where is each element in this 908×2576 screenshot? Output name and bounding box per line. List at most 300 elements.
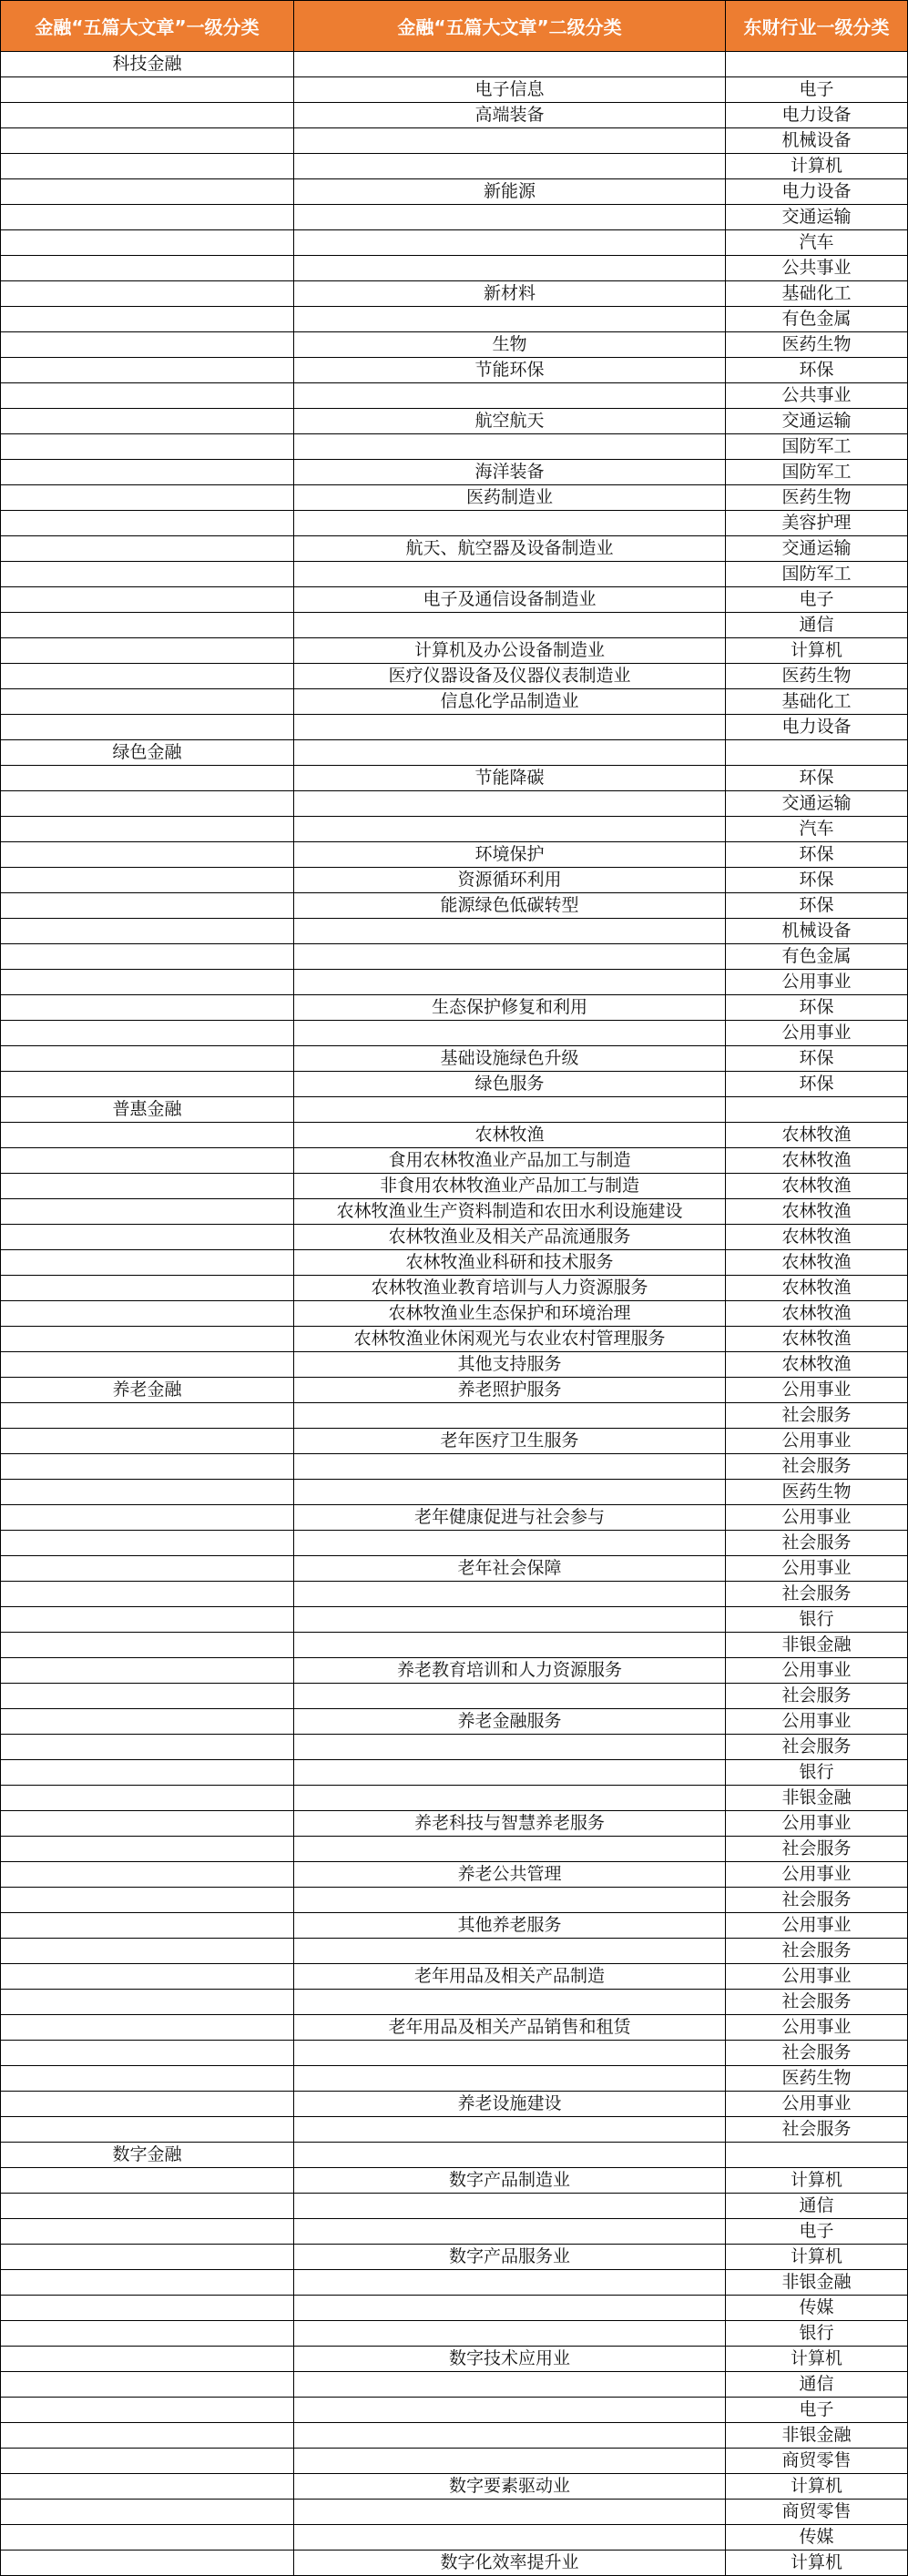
industry-cell: 公用事业	[726, 2015, 908, 2041]
table-row	[1, 1964, 908, 1990]
level2-cell: 计算机及办公设备制造业	[294, 638, 726, 664]
level1-cell	[1, 1709, 294, 1735]
table-row	[1, 52, 908, 77]
industry-cell: 环保	[726, 1046, 908, 1072]
industry-cell: 公用事业	[726, 1378, 908, 1403]
level2-cell: 食用农林牧渔业产品加工与制造	[294, 1148, 726, 1174]
table-row	[1, 842, 908, 868]
industry-cell: 交通运输	[726, 205, 908, 230]
level2-cell	[294, 919, 726, 944]
table-row	[1, 2117, 908, 2143]
table-row	[1, 1454, 908, 1480]
level1-cell	[1, 2066, 294, 2092]
industry-cell: 农林牧渔	[726, 1327, 908, 1352]
table-row	[1, 587, 908, 613]
level2-cell	[294, 2525, 726, 2551]
level2-cell: 节能降碳	[294, 766, 726, 791]
level2-cell	[294, 256, 726, 281]
table-row	[1, 1837, 908, 1862]
industry-cell: 非银金融	[726, 2270, 908, 2296]
level1-cell	[1, 332, 294, 358]
level2-cell	[294, 2449, 726, 2474]
level1-cell: 绿色金融	[1, 740, 294, 766]
level1-cell	[1, 1964, 294, 1990]
industry-cell: 公用事业	[726, 1862, 908, 1888]
table-row	[1, 995, 908, 1021]
level2-cell: 老年用品及相关产品制造	[294, 1964, 726, 1990]
level2-cell	[294, 715, 726, 740]
level2-cell	[294, 1021, 726, 1046]
level2-cell	[294, 2066, 726, 2092]
industry-cell: 通信	[726, 613, 908, 638]
table-row	[1, 2347, 908, 2372]
industry-cell: 公用事业	[726, 1913, 908, 1939]
industry-cell: 社会服务	[726, 1837, 908, 1862]
table-row	[1, 154, 908, 179]
table-row	[1, 1276, 908, 1301]
industry-cell	[726, 1097, 908, 1123]
level2-cell	[294, 1582, 726, 1607]
level1-cell	[1, 409, 294, 434]
industry-cell: 农林牧渔	[726, 1352, 908, 1378]
industry-cell: 医药生物	[726, 332, 908, 358]
level1-cell: 科技金融	[1, 52, 294, 77]
level2-cell: 农林牧渔业生态保护和环境治理	[294, 1301, 726, 1327]
level2-cell: 养老设施建设	[294, 2092, 726, 2117]
industry-cell	[726, 740, 908, 766]
industry-cell: 电子	[726, 2219, 908, 2245]
table-row	[1, 1582, 908, 1607]
level1-cell	[1, 256, 294, 281]
level2-cell: 生态保护修复和利用	[294, 995, 726, 1021]
level2-cell	[294, 970, 726, 995]
table-row	[1, 307, 908, 332]
level1-cell	[1, 893, 294, 919]
table-row	[1, 1097, 908, 1123]
industry-cell: 农林牧渔	[726, 1148, 908, 1174]
level2-cell	[294, 1531, 726, 1556]
table-row	[1, 715, 908, 740]
industry-cell: 公用事业	[726, 1021, 908, 1046]
industry-cell: 社会服务	[726, 1403, 908, 1429]
table-row	[1, 1684, 908, 1709]
level2-cell: 高端装备	[294, 103, 726, 128]
header-level1-category: 金融“五篇大文章”一级分类	[1, 1, 294, 52]
level1-cell	[1, 2347, 294, 2372]
level2-cell	[294, 154, 726, 179]
industry-cell: 通信	[726, 2372, 908, 2398]
level1-cell	[1, 1123, 294, 1148]
table-row	[1, 1786, 908, 1811]
level1-cell	[1, 1480, 294, 1505]
industry-cell: 电力设备	[726, 103, 908, 128]
level1-cell	[1, 1454, 294, 1480]
level2-cell	[294, 562, 726, 587]
industry-cell: 公用事业	[726, 1556, 908, 1582]
level2-cell	[294, 2398, 726, 2423]
level2-cell: 农林牧渔业及相关产品流通服务	[294, 1225, 726, 1250]
level1-cell	[1, 460, 294, 485]
industry-cell: 计算机	[726, 2474, 908, 2500]
industry-cell: 公用事业	[726, 1709, 908, 1735]
level2-cell: 养老照护服务	[294, 1378, 726, 1403]
table-row	[1, 485, 908, 511]
level2-cell: 能源绿色低碳转型	[294, 893, 726, 919]
level2-cell: 农林牧渔业教育培训与人力资源服务	[294, 1276, 726, 1301]
level2-cell	[294, 1990, 726, 2015]
level2-cell: 电子信息	[294, 77, 726, 103]
table-row	[1, 1378, 908, 1403]
industry-cell: 电子	[726, 77, 908, 103]
table-row	[1, 358, 908, 383]
level1-cell	[1, 1786, 294, 1811]
industry-cell: 医药生物	[726, 2066, 908, 2092]
industry-cell: 传媒	[726, 2296, 908, 2321]
table-row	[1, 1403, 908, 1429]
table-row	[1, 1888, 908, 1913]
table-row	[1, 2066, 908, 2092]
level1-cell	[1, 358, 294, 383]
industry-cell: 电子	[726, 587, 908, 613]
table-row	[1, 1123, 908, 1148]
level1-cell	[1, 154, 294, 179]
level1-cell	[1, 715, 294, 740]
level2-cell: 资源循环利用	[294, 868, 726, 893]
table-row	[1, 2449, 908, 2474]
table-row	[1, 1072, 908, 1097]
industry-cell: 公用事业	[726, 1505, 908, 1531]
level2-cell	[294, 511, 726, 536]
level2-cell: 数字化效率提升业	[294, 2551, 726, 2576]
level2-cell	[294, 1939, 726, 1964]
level1-cell	[1, 689, 294, 715]
industry-cell: 非银金融	[726, 1633, 908, 1658]
industry-cell: 社会服务	[726, 1888, 908, 1913]
level2-cell	[294, 2219, 726, 2245]
table-row	[1, 409, 908, 434]
table-row	[1, 1735, 908, 1760]
level1-cell	[1, 613, 294, 638]
level1-cell	[1, 1505, 294, 1531]
level2-cell: 非食用农林牧渔业产品加工与制造	[294, 1174, 726, 1199]
level1-cell	[1, 638, 294, 664]
table-row	[1, 1556, 908, 1582]
level1-cell	[1, 1046, 294, 1072]
table-row	[1, 740, 908, 766]
level1-cell	[1, 1990, 294, 2015]
level2-cell	[294, 2423, 726, 2449]
level2-cell	[294, 1786, 726, 1811]
level1-cell	[1, 2500, 294, 2525]
table-row	[1, 1607, 908, 1633]
level2-cell	[294, 1097, 726, 1123]
table-row	[1, 1148, 908, 1174]
table-row	[1, 256, 908, 281]
industry-cell	[726, 2143, 908, 2168]
level1-cell	[1, 1276, 294, 1301]
level1-cell	[1, 1199, 294, 1225]
table-row	[1, 2041, 908, 2066]
level2-cell	[294, 2296, 726, 2321]
industry-cell: 非银金融	[726, 1786, 908, 1811]
level1-cell	[1, 2423, 294, 2449]
table-row	[1, 2015, 908, 2041]
level2-cell: 新材料	[294, 281, 726, 307]
table-body	[1, 52, 908, 2576]
industry-cell: 公用事业	[726, 1964, 908, 1990]
level2-cell: 养老科技与智慧养老服务	[294, 1811, 726, 1837]
level1-cell	[1, 307, 294, 332]
table-row	[1, 1811, 908, 1837]
level1-cell	[1, 205, 294, 230]
table-row	[1, 868, 908, 893]
table-row	[1, 2296, 908, 2321]
table-row	[1, 128, 908, 154]
level1-cell	[1, 1301, 294, 1327]
level1-cell	[1, 2321, 294, 2347]
industry-cell: 电力设备	[726, 715, 908, 740]
industry-cell: 农林牧渔	[726, 1225, 908, 1250]
level1-cell	[1, 562, 294, 587]
level1-cell	[1, 791, 294, 817]
table-row	[1, 1021, 908, 1046]
level2-cell: 基础设施绿色升级	[294, 1046, 726, 1072]
table-row	[1, 1633, 908, 1658]
level1-cell	[1, 2015, 294, 2041]
level1-cell	[1, 2168, 294, 2194]
level2-cell	[294, 1735, 726, 1760]
industry-cell: 公用事业	[726, 970, 908, 995]
industry-cell: 商贸零售	[726, 2449, 908, 2474]
level2-cell: 其他支持服务	[294, 1352, 726, 1378]
table-row	[1, 970, 908, 995]
table-row	[1, 1939, 908, 1964]
level1-cell	[1, 485, 294, 511]
level1-cell	[1, 944, 294, 970]
level2-cell	[294, 1684, 726, 1709]
level1-cell	[1, 1250, 294, 1276]
table-row	[1, 1531, 908, 1556]
level1-cell: 普惠金融	[1, 1097, 294, 1123]
industry-cell: 基础化工	[726, 689, 908, 715]
level2-cell	[294, 128, 726, 154]
level1-cell	[1, 2092, 294, 2117]
industry-cell: 基础化工	[726, 281, 908, 307]
level2-cell	[294, 1760, 726, 1786]
level1-cell	[1, 817, 294, 842]
level2-cell: 绿色服务	[294, 1072, 726, 1097]
level1-cell	[1, 2474, 294, 2500]
level2-cell	[294, 2321, 726, 2347]
level2-cell	[294, 2372, 726, 2398]
table-row	[1, 205, 908, 230]
level2-cell: 医疗仪器设备及仪器仪表制造业	[294, 664, 726, 689]
industry-cell: 公用事业	[726, 1429, 908, 1454]
header-row	[1, 1, 908, 52]
level1-cell	[1, 1582, 294, 1607]
level2-cell: 养老公共管理	[294, 1862, 726, 1888]
level2-cell: 农林牧渔业生产资料制造和农田水利设施建设	[294, 1199, 726, 1225]
level2-cell	[294, 613, 726, 638]
level2-cell	[294, 2270, 726, 2296]
level2-cell	[294, 205, 726, 230]
level1-cell	[1, 1760, 294, 1786]
table-row	[1, 1174, 908, 1199]
level2-cell: 数字要素驱动业	[294, 2474, 726, 2500]
level2-cell	[294, 817, 726, 842]
industry-cell: 计算机	[726, 2551, 908, 2576]
level1-cell	[1, 766, 294, 791]
table-row	[1, 1505, 908, 1531]
level2-cell: 新能源	[294, 179, 726, 205]
level1-cell	[1, 2372, 294, 2398]
level2-cell: 农林牧渔业休闲观光与农业农村管理服务	[294, 1327, 726, 1352]
level1-cell	[1, 1939, 294, 1964]
level1-cell	[1, 2219, 294, 2245]
industry-cell: 银行	[726, 2321, 908, 2347]
level1-cell	[1, 1633, 294, 1658]
level1-cell	[1, 1862, 294, 1888]
table-row	[1, 281, 908, 307]
table-row	[1, 2551, 908, 2576]
industry-cell: 社会服务	[726, 1454, 908, 1480]
level1-cell	[1, 1837, 294, 1862]
level1-cell	[1, 230, 294, 256]
level2-cell	[294, 2194, 726, 2219]
level1-cell	[1, 2245, 294, 2270]
level2-cell	[294, 2500, 726, 2525]
industry-cell: 商贸零售	[726, 2500, 908, 2525]
industry-cell: 国防军工	[726, 434, 908, 460]
table-row	[1, 383, 908, 409]
industry-cell: 医药生物	[726, 1480, 908, 1505]
table-row	[1, 1760, 908, 1786]
table-row	[1, 2168, 908, 2194]
level2-cell	[294, 740, 726, 766]
industry-cell: 社会服务	[726, 1735, 908, 1760]
industry-cell: 医药生物	[726, 664, 908, 689]
level1-cell	[1, 434, 294, 460]
industry-cell: 社会服务	[726, 1531, 908, 1556]
level2-cell	[294, 1837, 726, 1862]
industry-cell: 环保	[726, 995, 908, 1021]
level2-cell: 环境保护	[294, 842, 726, 868]
table-row	[1, 613, 908, 638]
industry-cell: 国防军工	[726, 460, 908, 485]
table-row	[1, 1480, 908, 1505]
industry-cell: 社会服务	[726, 1990, 908, 2015]
level2-cell	[294, 1607, 726, 1633]
industry-cell: 农林牧渔	[726, 1276, 908, 1301]
industry-cell: 有色金属	[726, 307, 908, 332]
level1-cell	[1, 2398, 294, 2423]
level1-cell	[1, 2117, 294, 2143]
industry-cell: 农林牧渔	[726, 1123, 908, 1148]
level1-cell	[1, 281, 294, 307]
level1-cell	[1, 1913, 294, 1939]
level1-cell	[1, 2194, 294, 2219]
level1-cell	[1, 2525, 294, 2551]
table-row	[1, 2525, 908, 2551]
level1-cell	[1, 995, 294, 1021]
table-row	[1, 791, 908, 817]
level2-cell	[294, 1633, 726, 1658]
industry-cell: 农林牧渔	[726, 1174, 908, 1199]
table-row	[1, 536, 908, 562]
level1-cell	[1, 128, 294, 154]
industry-cell: 农林牧渔	[726, 1199, 908, 1225]
industry-cell: 电子	[726, 2398, 908, 2423]
level1-cell	[1, 536, 294, 562]
industry-cell: 环保	[726, 358, 908, 383]
level1-cell	[1, 383, 294, 409]
level2-cell: 航空航天	[294, 409, 726, 434]
industry-cell: 美容护理	[726, 511, 908, 536]
level2-cell	[294, 1403, 726, 1429]
industry-cell: 公共事业	[726, 383, 908, 409]
table-row	[1, 1250, 908, 1276]
level2-cell: 数字产品服务业	[294, 2245, 726, 2270]
level1-cell	[1, 1148, 294, 1174]
level1-cell	[1, 1021, 294, 1046]
level1-cell	[1, 1531, 294, 1556]
level2-cell: 老年健康促进与社会参与	[294, 1505, 726, 1531]
level1-cell	[1, 511, 294, 536]
table-row	[1, 2474, 908, 2500]
level1-cell	[1, 103, 294, 128]
industry-cell: 公共事业	[726, 256, 908, 281]
industry-cell: 非银金融	[726, 2423, 908, 2449]
level1-cell	[1, 1811, 294, 1837]
industry-cell: 机械设备	[726, 919, 908, 944]
level1-cell	[1, 1072, 294, 1097]
industry-cell: 有色金属	[726, 944, 908, 970]
table-row	[1, 2194, 908, 2219]
level1-cell	[1, 1352, 294, 1378]
table-row	[1, 919, 908, 944]
table-row	[1, 77, 908, 103]
industry-cell: 公用事业	[726, 1811, 908, 1837]
table-row	[1, 689, 908, 715]
level2-cell	[294, 944, 726, 970]
industry-cell: 汽车	[726, 817, 908, 842]
level1-cell	[1, 664, 294, 689]
level1-cell	[1, 587, 294, 613]
table-row	[1, 2143, 908, 2168]
table-row	[1, 638, 908, 664]
level1-cell	[1, 868, 294, 893]
table-row	[1, 562, 908, 587]
level2-cell: 电子及通信设备制造业	[294, 587, 726, 613]
table-row	[1, 893, 908, 919]
table-row	[1, 179, 908, 205]
level1-cell	[1, 2296, 294, 2321]
level1-cell	[1, 970, 294, 995]
level1-cell	[1, 1225, 294, 1250]
level2-cell: 老年医疗卫生服务	[294, 1429, 726, 1454]
industry-cell: 计算机	[726, 2245, 908, 2270]
industry-cell: 环保	[726, 893, 908, 919]
table-row	[1, 766, 908, 791]
level1-cell	[1, 2041, 294, 2066]
table-row	[1, 2321, 908, 2347]
industry-cell: 电力设备	[726, 179, 908, 205]
industry-cell: 环保	[726, 1072, 908, 1097]
level2-cell	[294, 230, 726, 256]
industry-cell	[726, 52, 908, 77]
level2-cell	[294, 307, 726, 332]
table-row	[1, 1709, 908, 1735]
